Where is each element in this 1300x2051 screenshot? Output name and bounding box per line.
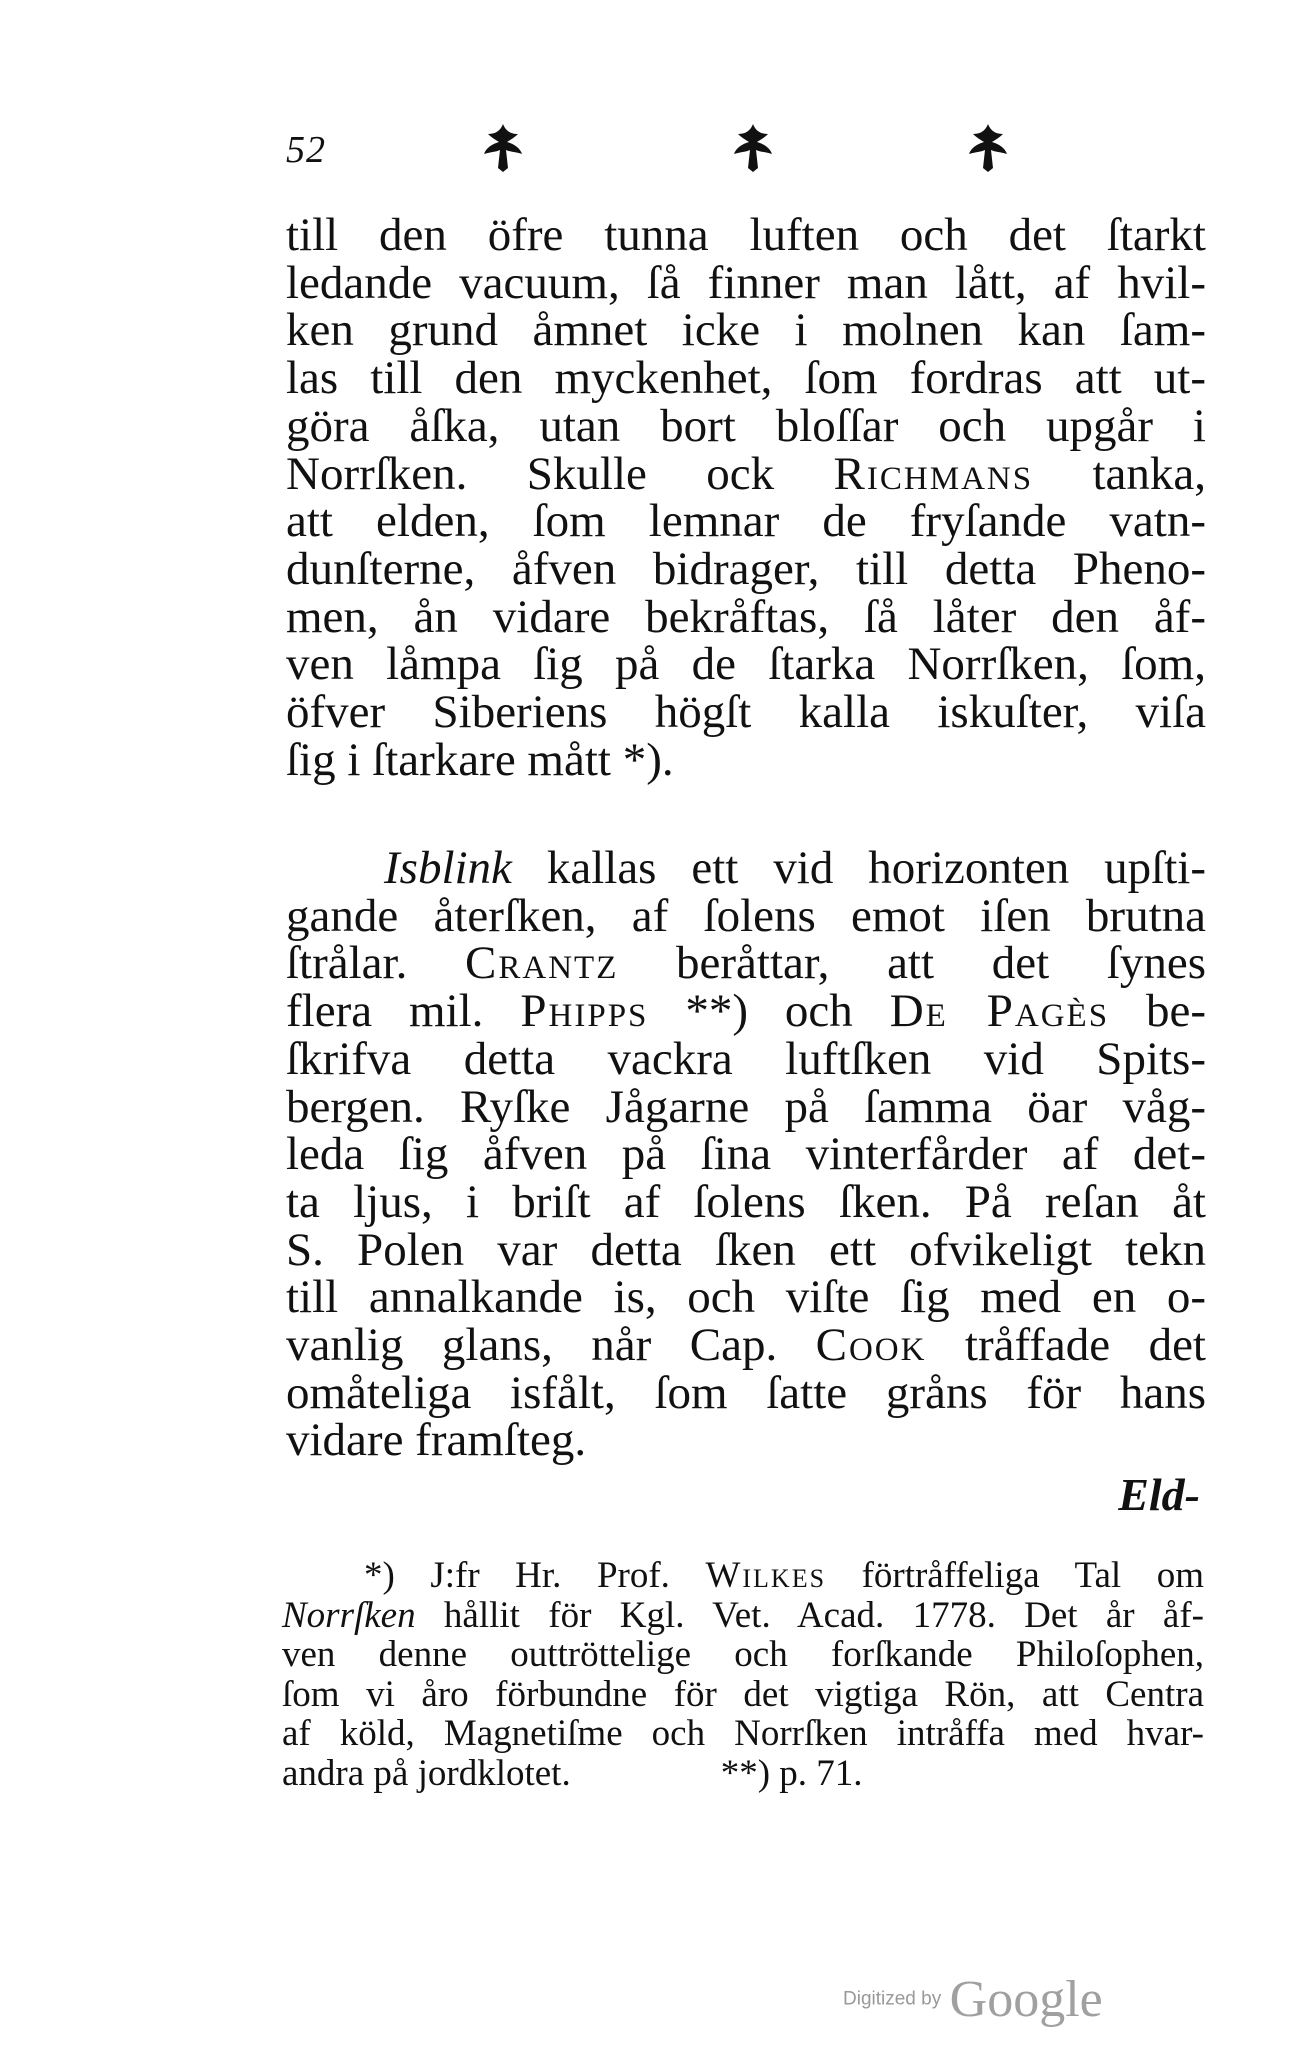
footnote-line [282,1596,1204,1636]
text-run: flera mil. [286,985,521,1038]
text-run: vanlig glans, når Cap. [286,1319,816,1372]
text-run: hållit för Kgl. Vet. Acad. 1778. Det år åf- [415,1594,1204,1636]
text-run: andra på jordklotet. [282,1752,571,1794]
text-line: S. Polen var detta ſken ett ofvikeligt tekn [286,1223,1206,1276]
text-line: men, ån vidare bekråftas, ſå låter den åf- [286,590,1206,643]
term-norrsken: Norrſken [282,1594,416,1636]
fleuron-icon [965,122,1011,174]
fleuron-icon [480,122,526,174]
text-line: ſkrifva detta vackra luftſken vid Spits- [286,1032,1206,1085]
author-name: Cook [815,1319,927,1372]
fleuron-icon [730,122,776,174]
text-line [286,447,1207,500]
author-name: De Pagès [889,985,1110,1038]
text-line [286,985,1207,1038]
footnote-line [282,1754,1204,1794]
text-line: ſig i ſtarkare mått *). [286,733,674,786]
text-run: be- [1109,985,1207,1038]
text-line: ven låmpa ſig på de ſtarka Norrſken, ſom, [286,638,1206,691]
text-line: till annalkande is, och viſte ſig med en o- [286,1271,1206,1324]
text-run: beråttar, att det ſynes [618,937,1207,990]
footnote-line: ven denne outtröttelige och forſkande Philoſophen, [282,1634,1204,1675]
footnote-line: af köld, Magnetiſme och Norrſken intråffa med hvar- [282,1713,1204,1754]
text-line [286,1319,1206,1372]
author-name: Wilkes [705,1555,827,1596]
author-name: Phipps [520,985,649,1038]
term-isblink: Isblink [384,842,512,894]
body-paragraph-1 [286,209,1207,786]
text-line [286,842,1206,894]
text-line: göra åſka, utan bort bloſſar och upgår i [286,399,1206,452]
author-name: Richmans [833,447,1034,500]
text-line: ledande vacuum, ſå finner man lått, af hvil- [286,256,1206,309]
text-line: bergen. Ryſke Jågarne på ſamma öar våg- [286,1080,1206,1133]
text-line: ken grund åmnet icke i molnen kan ſam- [286,304,1206,357]
text-line: öfver Siberiens högſt kalla iskuſter, viſa [286,686,1206,739]
text-run: kallas ett vid horizonten upſti- [511,842,1206,894]
text-run: tråffade det [926,1319,1206,1372]
digitized-by-watermark [843,1970,1103,2029]
text-run: Norrſken. Skulle ock [286,447,834,500]
footnote-line [282,1556,1204,1596]
footnote-line: ſom vi åro förbundne för det vigtiga Rön, att Centra [282,1673,1204,1715]
footnotes [282,1556,1204,1793]
text-run: tanka, [1033,447,1207,500]
text-line: till den öfre tunna luften och det ſtarkt [286,209,1206,261]
text-line: leda ſig åfven på ſina vinterfårder af det- [286,1128,1206,1181]
text-run: *) J:fr Hr. Prof. [364,1555,706,1596]
body-paragraph-2 [286,842,1207,1467]
text-line: dunſterne, åfven bidrager, till detta Pheno- [286,542,1206,595]
text-run: **) och [648,985,890,1038]
page-number: 52 [286,129,326,171]
text-line: vidare framſteg. [286,1414,587,1467]
text-line: las till den myckenhet, ſom fordras att ut- [286,352,1206,405]
text-run: förtråffeliga Tal om [826,1555,1204,1596]
header-ornaments [0,122,1300,182]
text-line: omåteliga isfålt, ſom ſatte gråns för hans [286,1366,1206,1419]
author-name: Crantz [465,937,619,990]
text-line: ta ljus, i briſt af ſolens ſken. På reſan åt [286,1175,1206,1228]
watermark-brand: Google [949,1971,1103,2028]
text-line: gande återſken, af ſolens emot iſen brutna [286,889,1206,942]
text-line [286,937,1207,990]
text-run: **) p. 71. [720,1752,863,1794]
text-line: att elden, ſom lemnar de fryſande vatn- [286,495,1206,548]
catchword: Eld- [1118,1469,1200,1520]
text-run: ſtrålar. [286,937,466,990]
watermark-prefix: Digitized by [843,1988,942,2010]
